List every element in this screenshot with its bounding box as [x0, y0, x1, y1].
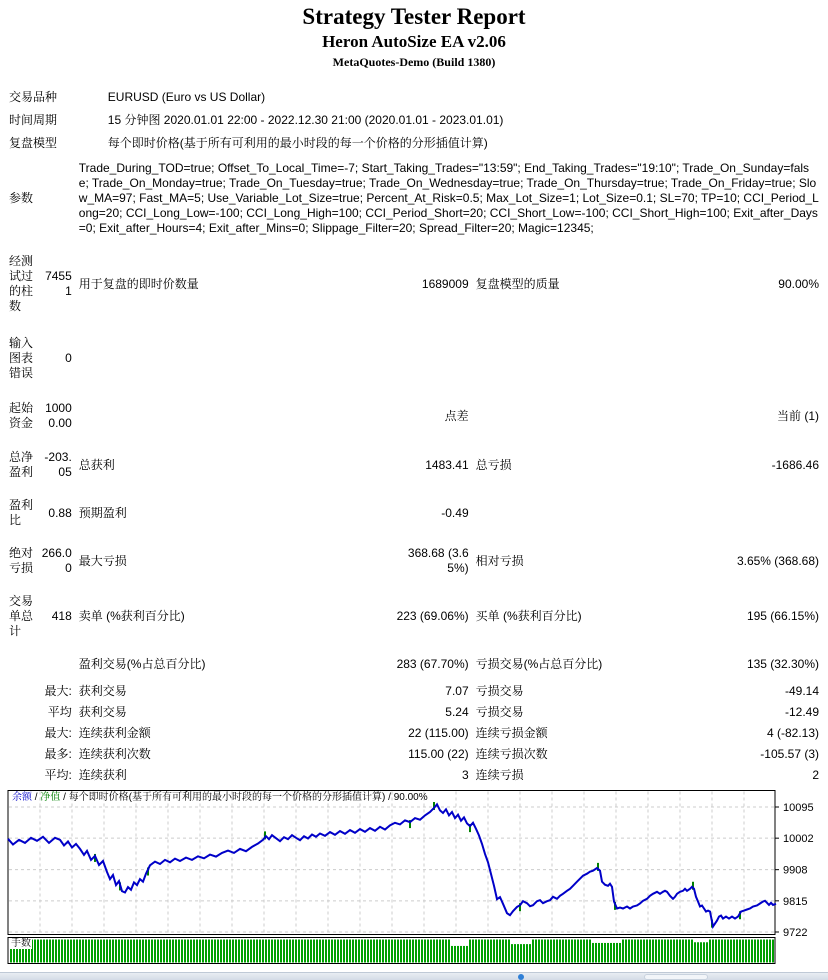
row-average-cell: 获利交易 [78, 705, 127, 719]
row-model-cell: 每个即时价格(基于所有可利用的最小时段的每一个价格的分形插值计算) [107, 136, 488, 150]
row-average-cell: 5.24 [445, 705, 469, 719]
row-deposit-cell: 当前 (1) [776, 408, 819, 423]
row-profit-trades-cell: 283 (67.70%) [396, 657, 469, 671]
row-avg-consecutive-cell: 连续获利 [78, 768, 127, 782]
results-table [8, 86, 820, 786]
legend-equity-label: 净值 [40, 792, 61, 803]
taskbar[interactable] [0, 972, 828, 980]
row-bars-tested-cell: 经测试过的柱数 [9, 254, 34, 313]
y-axis-tick-label: 9722 [783, 927, 808, 939]
row-drawdown-cell: 3.65% (368.68) [736, 553, 819, 568]
row-largest-cell [8, 681, 38, 702]
row-net-profit-cell: 1483.41 [425, 457, 469, 472]
row-net-profit-cell: -203.05 [44, 450, 72, 479]
row-deposit [8, 391, 820, 441]
row-average [8, 702, 820, 723]
row-total-trades-cell: 卖单 (%获利百分比) [78, 609, 185, 623]
row-max-consecutive-cell: 4 (-82.13) [766, 726, 819, 740]
ea-name: Heron AutoSize EA v2.06 [322, 32, 506, 51]
row-profit-trades-cell: 亏损交易(%占总百分比) [475, 657, 603, 671]
y-axis-tick-label: 10095 [783, 802, 814, 814]
row-average-cell: 平均 [47, 705, 72, 719]
row-total-trades-cell: 交易单总计 [9, 594, 34, 638]
row-maximal-consecutive [8, 744, 820, 765]
row-total-trades-cell: 418 [51, 609, 72, 623]
row-avg-consecutive-cell [8, 765, 38, 786]
row-deposit-cell: 10000.00 [45, 401, 72, 430]
balance-chart [0, 790, 828, 972]
row-net-profit-cell: 总获利 [78, 457, 115, 472]
row-symbol [8, 86, 820, 109]
row-profit-factor [8, 489, 820, 537]
row-profit-factor-cell: -0.49 [441, 505, 469, 520]
row-maximal-consecutive-cell: 连续亏损次数 [475, 747, 548, 761]
row-maximal-consecutive-cell [8, 744, 38, 765]
row-drawdown [8, 537, 820, 585]
row-max-consecutive-cell: 连续获利金额 [78, 726, 151, 740]
legend-model-label: 每个即时价格(基于所有可利用的最小时段的每一个价格的分形插值计算) [68, 792, 386, 803]
row-net-profit-cell: -1686.46 [771, 457, 819, 472]
row-avg-consecutive-cell: 连续亏损 [475, 768, 524, 782]
row-model-cell: 复盘模型 [9, 136, 58, 150]
row-model [8, 132, 820, 155]
row-drawdown-cell: 最大亏损 [78, 553, 127, 568]
row-max-consecutive-cell: 22 (115.00) [408, 726, 469, 740]
row-average-cell: -12.49 [784, 705, 819, 719]
chart-legend: 余额 / 净值 / 每个即时价格(基于所有可利用的最小时段的每一个价格的分形插值计算) / 90.00% [12, 792, 428, 803]
row-chart-errors-cell: 0 [65, 351, 72, 365]
row-profit-trades-cell: 135 (32.30%) [746, 657, 819, 671]
row-avg-consecutive [8, 765, 820, 786]
row-bars-tested-cell: 用于复盘的即时价数量 [78, 276, 199, 291]
row-largest-cell: 7.07 [445, 684, 469, 698]
row-max-consecutive [8, 723, 820, 744]
row-largest-cell: 最大: [44, 684, 72, 698]
row-maximal-consecutive-cell: 连续获利次数 [78, 747, 151, 761]
row-total-trades [8, 585, 820, 648]
row-drawdown-cell: 368.68 (3.65%) [407, 546, 469, 575]
row-deposit-cell: 起始资金 [9, 401, 34, 430]
row-average-cell [8, 702, 38, 723]
row-profit-factor-cell [470, 489, 672, 537]
row-parameters-cell: 参数 [9, 191, 34, 205]
row-parameters-cell: Trade_During_TOD=true; Offset_To_Local_Time=-7; Start_Taking_Trades="13:59"; End_Taking_Trades="19:10"; Trade_On_Sunday=false; Trade_On_Monday=true; Trade_On_Tuesday=true; Trade_On_Wednesday=true; Trade_On_Thursday=true; Trade_On_Friday=true; Slow_MA=97; Fast_MA=5; Use_Variable_Lot_Size=true; Percent_At_Risk=0.5; Max_Lot_Size=1; Lot_Size=0.1; SL=70; TP=10; CCI_Period_Long=20; CCI_Long_Low=-100; CCI_Long_High=100; CCI_Period_Short=20; CCI_Short_Low=-100; CCI_Short_High=100; Exit_after_Days=0; Exit_after_Hours=4; Exit_after_Mins=0; Slippage_Filter=20; Spread_Filter=20; Magic=12345; [78, 161, 819, 235]
lots-panel-label: 手数 [11, 938, 31, 949]
row-period [8, 109, 820, 132]
row-maximal-consecutive-cell: -105.57 (3) [760, 747, 819, 761]
row-deposit-cell: 点差 [444, 408, 469, 423]
taskbar-search-box[interactable] [644, 974, 708, 980]
row-profit-trades-cell: 盈利交易(%占总百分比) [78, 657, 206, 671]
row-bars-tested-cell: 复盘模型的质量 [475, 276, 560, 291]
row-max-consecutive-cell: 连续亏损金额 [475, 726, 548, 740]
row-profit-factor-cell: 盈利比 [9, 498, 34, 527]
row-avg-consecutive-cell: 2 [812, 768, 819, 782]
row-chart-errors-cell [73, 326, 820, 391]
row-period-cell: 时间周期 [9, 113, 58, 127]
row-drawdown-cell: 266.00 [41, 546, 72, 575]
row-largest-cell: -49.14 [784, 684, 819, 698]
row-net-profit-cell: 总亏损 [475, 457, 512, 472]
row-avg-consecutive-cell: 3 [461, 768, 469, 782]
row-drawdown-cell: 绝对亏损 [9, 546, 34, 575]
row-period-cell: 15 分钟图 2020.01.01 22:00 - 2022.12.30 21:00 (2020.01.01 - 2023.01.01) [107, 113, 504, 127]
taskbar-app-icon[interactable] [518, 974, 524, 980]
row-largest-cell: 亏损交易 [475, 684, 524, 698]
row-drawdown-cell: 相对亏损 [475, 553, 524, 568]
row-profit-trades-cell [8, 648, 73, 681]
server-build: MetaQuotes-Demo (Build 1380) [332, 55, 496, 69]
legend-quality-label: 90.00% [393, 792, 428, 803]
row-max-consecutive-cell [8, 723, 38, 744]
legend-balance-label: 余额 [12, 792, 32, 803]
row-chart-errors-cell: 输入图表错误 [9, 336, 34, 380]
row-largest [8, 681, 820, 702]
row-bars-tested-cell: 1689009 [421, 276, 469, 291]
row-total-trades-cell: 195 (66.15%) [746, 609, 819, 623]
row-max-consecutive-cell: 最大: [44, 726, 72, 740]
row-profit-factor-cell: 0.88 [48, 505, 72, 520]
row-avg-consecutive-cell: 平均: [44, 768, 72, 782]
row-maximal-consecutive-cell: 最多: [44, 747, 72, 761]
row-symbol-cell: 交易品种 [9, 90, 58, 104]
row-parameters [8, 155, 820, 242]
row-bars-tested-cell: 90.00% [778, 276, 819, 291]
row-deposit-cell [470, 391, 672, 441]
y-axis-tick-label: 10002 [783, 833, 814, 846]
row-chart-errors [8, 326, 820, 391]
row-profit-factor-cell: 预期盈利 [78, 505, 127, 520]
row-symbol-cell: EURUSD (Euro vs US Dollar) [107, 90, 266, 104]
y-axis-tick-label: 9908 [783, 864, 808, 877]
row-deposit-cell [73, 391, 387, 441]
row-net-profit-cell: 总净盈利 [9, 450, 34, 479]
row-bars-tested-cell: 74551 [45, 269, 72, 298]
row-total-trades-cell: 买单 (%获利百分比) [475, 609, 582, 623]
balance-chart-panel [0, 790, 828, 972]
report-header [0, 0, 828, 70]
row-average-cell: 亏损交易 [475, 705, 524, 719]
row-profit-trades [8, 648, 820, 681]
row-bars-tested [8, 242, 820, 326]
row-net-profit [8, 441, 820, 489]
row-maximal-consecutive-cell: 115.00 (22) [408, 747, 469, 761]
row-total-trades-cell: 223 (69.06%) [396, 609, 469, 623]
row-largest-cell: 获利交易 [78, 684, 127, 698]
report-title: Strategy Tester Report [302, 4, 526, 29]
y-axis-tick-label: 9815 [783, 895, 808, 908]
row-profit-factor-cell [672, 489, 820, 537]
